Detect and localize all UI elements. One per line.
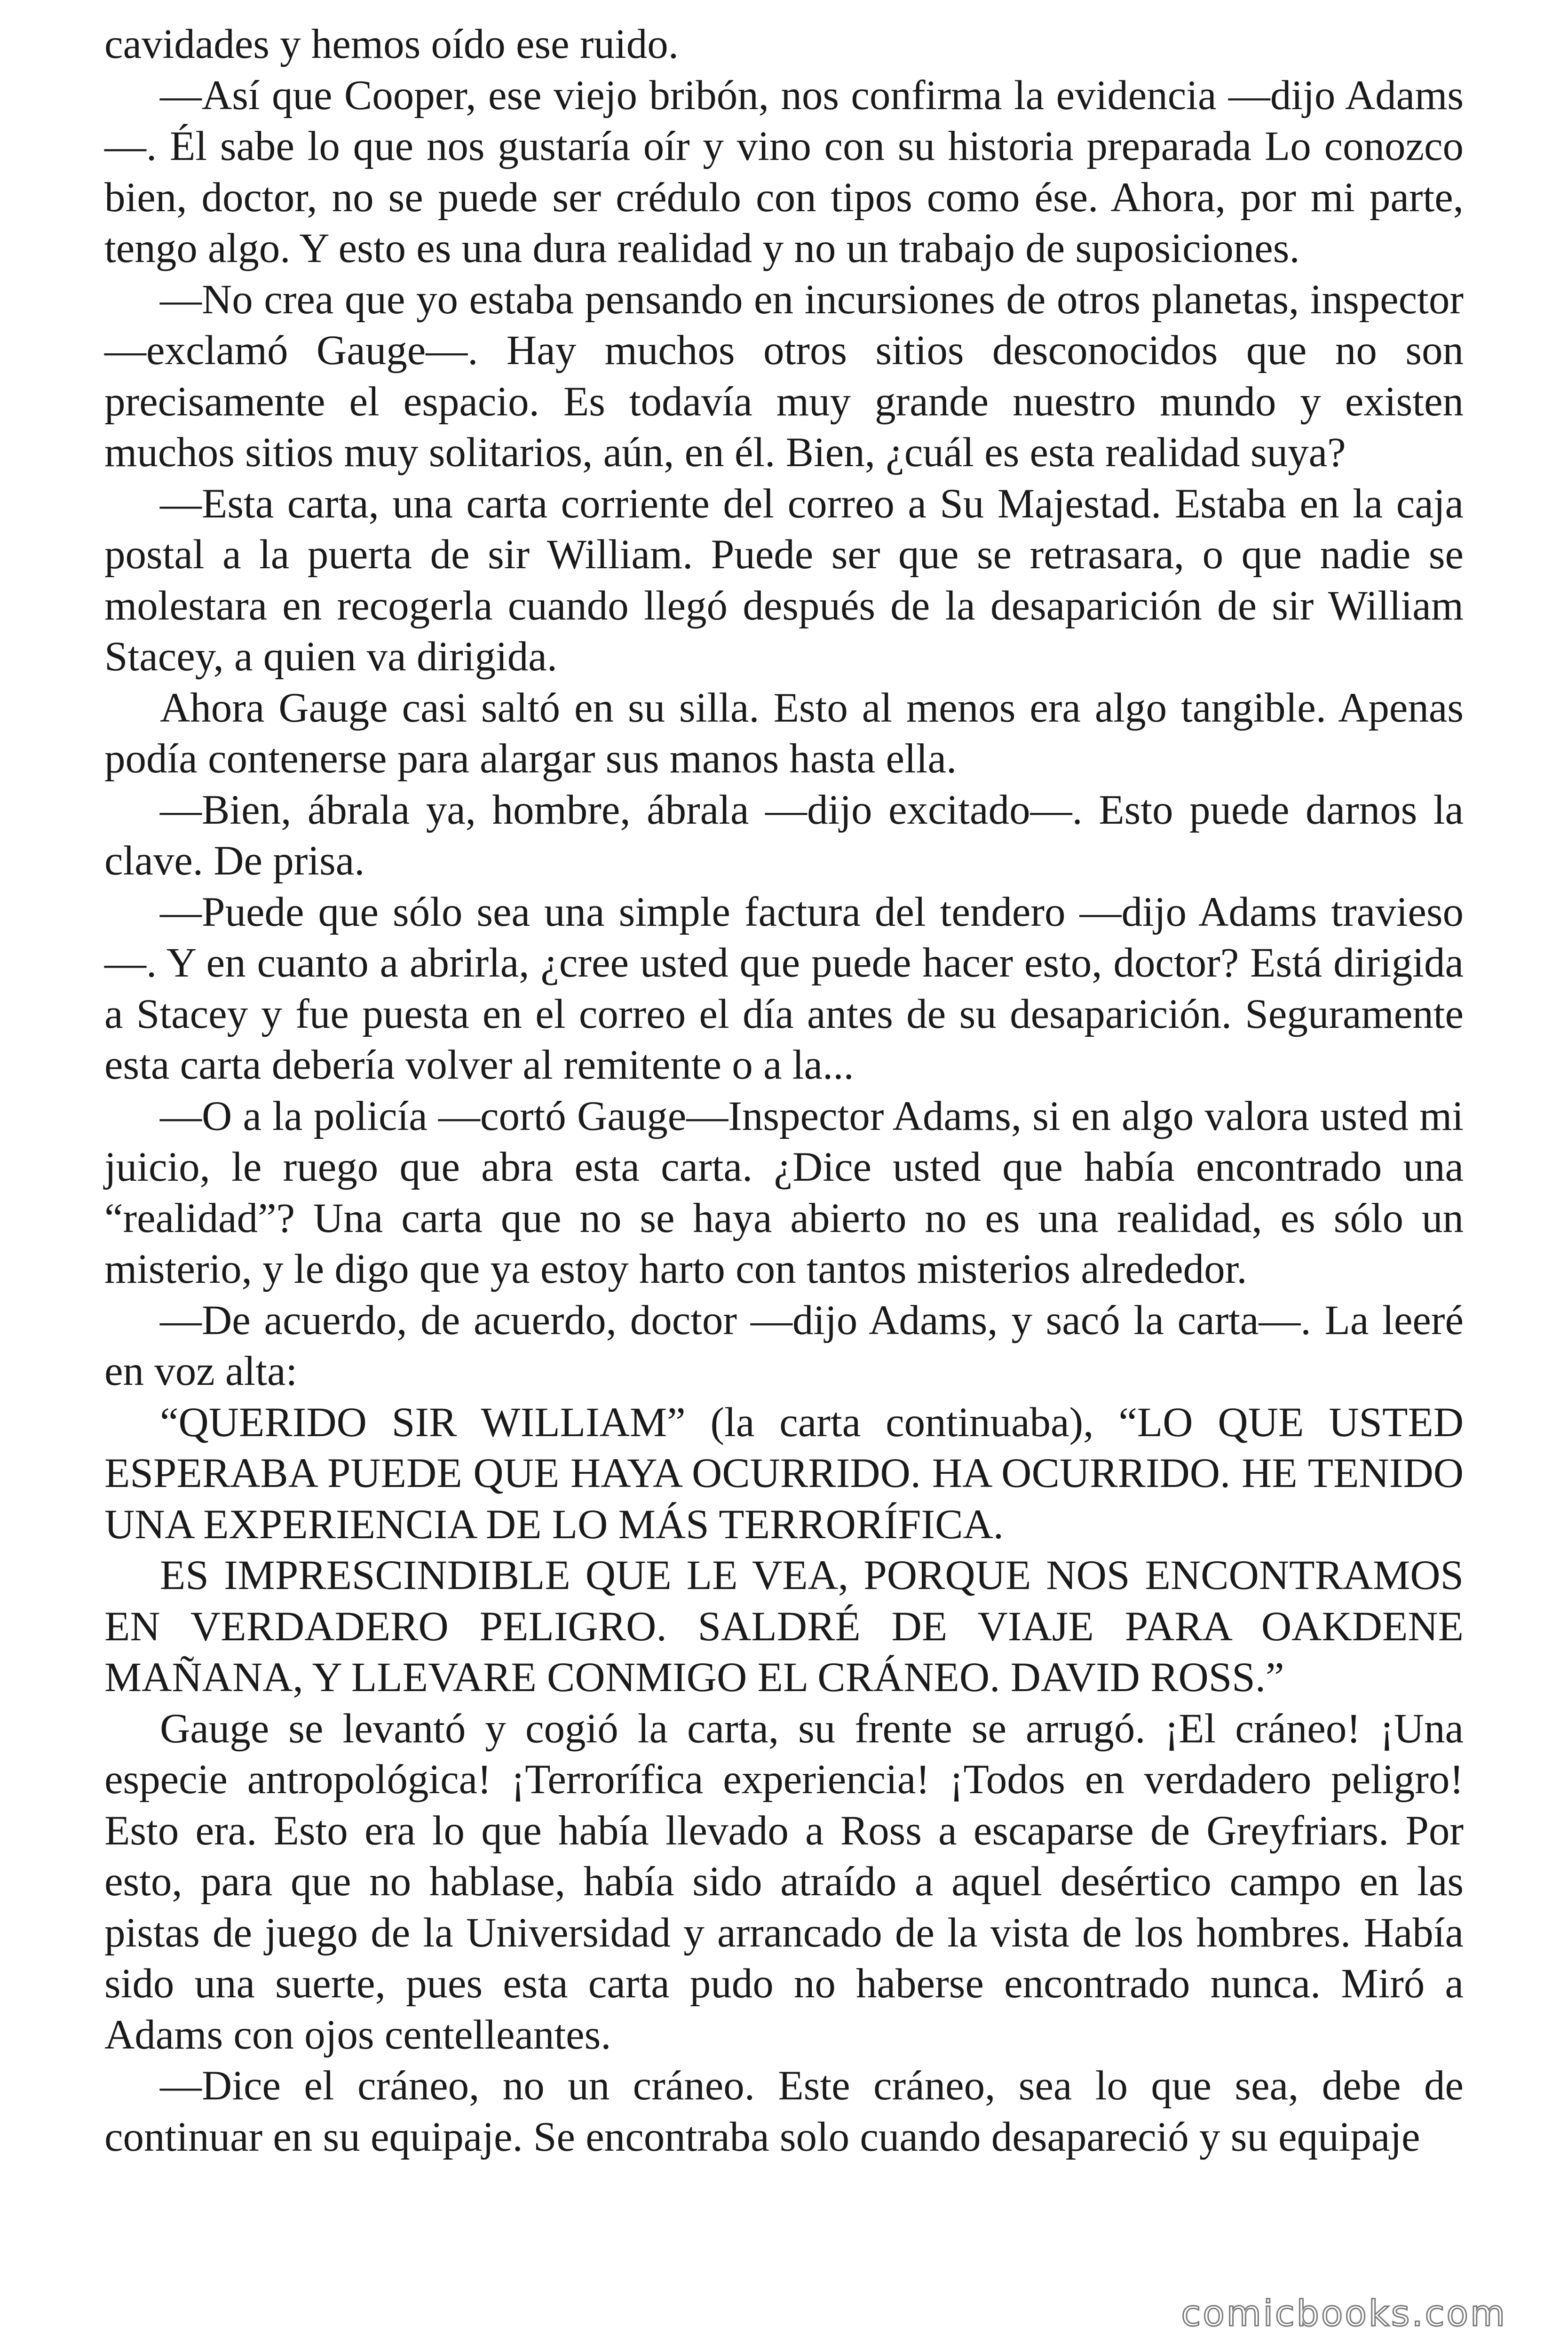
paragraph-continued: cavidades y hemos oído ese ruido. <box>104 21 679 67</box>
paragraph: —No crea que yo estaba pensando en incursiones de otros planetas, inspector —exclamó Gauge—. Hay muchos otros sitios desconocidos que no son precisamente el espacio. Es todavía muy grande nuestro mundo y existen muchos sitios muy solitarios, aún, en él. Bien, ¿cuál es esta realidad suya? <box>104 276 1464 476</box>
paragraph: —Bien, ábrala ya, hombre, ábrala —dijo excitado—. Esto puede darnos la clave. De prisa. <box>104 787 1464 884</box>
paragraph: —Puede que sólo sea una simple factura del tendero —dijo Adams travieso—. Y en cuanto a abrirla, ¿cree usted que puede hacer esto, doctor? Está dirigida a Stacey y fue puesta en el correo el día antes de su desaparición. Seguramente esta carta debería volver al remitente o a la... <box>104 889 1464 1088</box>
paragraph: —Así que Cooper, ese viejo bribón, nos confirma la evidencia —dijo Adams—. Él sabe lo que nos gustaría oír y vino con su historia preparada Lo conozco bien, doctor, no se puede ser crédulo con tipos como ése. Ahora, por mi parte, tengo algo. Y esto es una dura realidad y no un trabajo de suposiciones. <box>104 72 1464 271</box>
paragraph: Gauge se levantó y cogió la carta, su frente se arrugó. ¡El cráneo! ¡Una especie antropológica! ¡Terrorífica experiencia! ¡Todos en verdadero peligro! Esto era. Esto era lo que había llevado a Ross a escaparse de Greyfriars. Por esto, para que no hablase, había sido atraído a aquel desértico campo en las pistas de juego de la Universidad y arrancado de la vista de los hombres. Había sido una suerte, pues esta carta pudo no haberse encontrado nunca. Miró a Adams con ojos centelleantes. <box>104 1705 1464 2058</box>
letter-paragraph: “QUERIDO SIR WILLIAM” (la carta continuaba), “LO QUE USTED ESPERABA PUEDE QUE HAYA OCURRIDO. HA OCURRIDO. HE TENIDO UNA EXPERIENCIA DE LO MÁS TERRORÍFICA. <box>104 1399 1464 1548</box>
book-page <box>104 19 1464 2305</box>
paragraph: —Dice el cráneo, no un cráneo. Este cráneo, sea lo que sea, debe de continuar en su equipaje. Se encontraba solo cuando desapareció y su equipaje <box>104 2063 1464 2160</box>
paragraph: Ahora Gauge casi saltó en su silla. Esto al menos era algo tangible. Apenas podía contenerse para alargar sus manos hasta ella. <box>104 684 1464 782</box>
paragraph: —Esta carta, una carta corriente del correo a Su Majestad. Estaba en la caja postal a la puerta de sir William. Puede ser que se retrasara, o que nadie se molestara en recogerla cuando llegó después de la desaparición de sir William Stacey, a quien va dirigida. <box>104 480 1464 680</box>
letter-paragraph: ES IMPRESCINDIBLE QUE LE VEA, PORQUE NOS ENCONTRAMOS EN VERDADERO PELIGRO. SALDRÉ DE VIAJE PARA OAKDENE MAÑANA, Y LLEVARE CONMIGO EL CRÁNEO. DAVID ROSS.” <box>104 1552 1464 1700</box>
watermark-logo: comicbooks.com <box>1181 2292 1507 2334</box>
paragraph: —O a la policía —cortó Gauge—Inspector Adams, si en algo valora usted mi juicio, le ruego que abra esta carta. ¿Dice usted que había encontrado una “realidad”? Una carta que no se haya abierto no es una realidad, es sólo un misterio, y le digo que ya estoy harto con tantos misterios alrededor. <box>104 1093 1464 1292</box>
paragraph: —De acuerdo, de acuerdo, doctor —dijo Adams, y sacó la carta—. La leeré en voz alta: <box>104 1297 1464 1394</box>
